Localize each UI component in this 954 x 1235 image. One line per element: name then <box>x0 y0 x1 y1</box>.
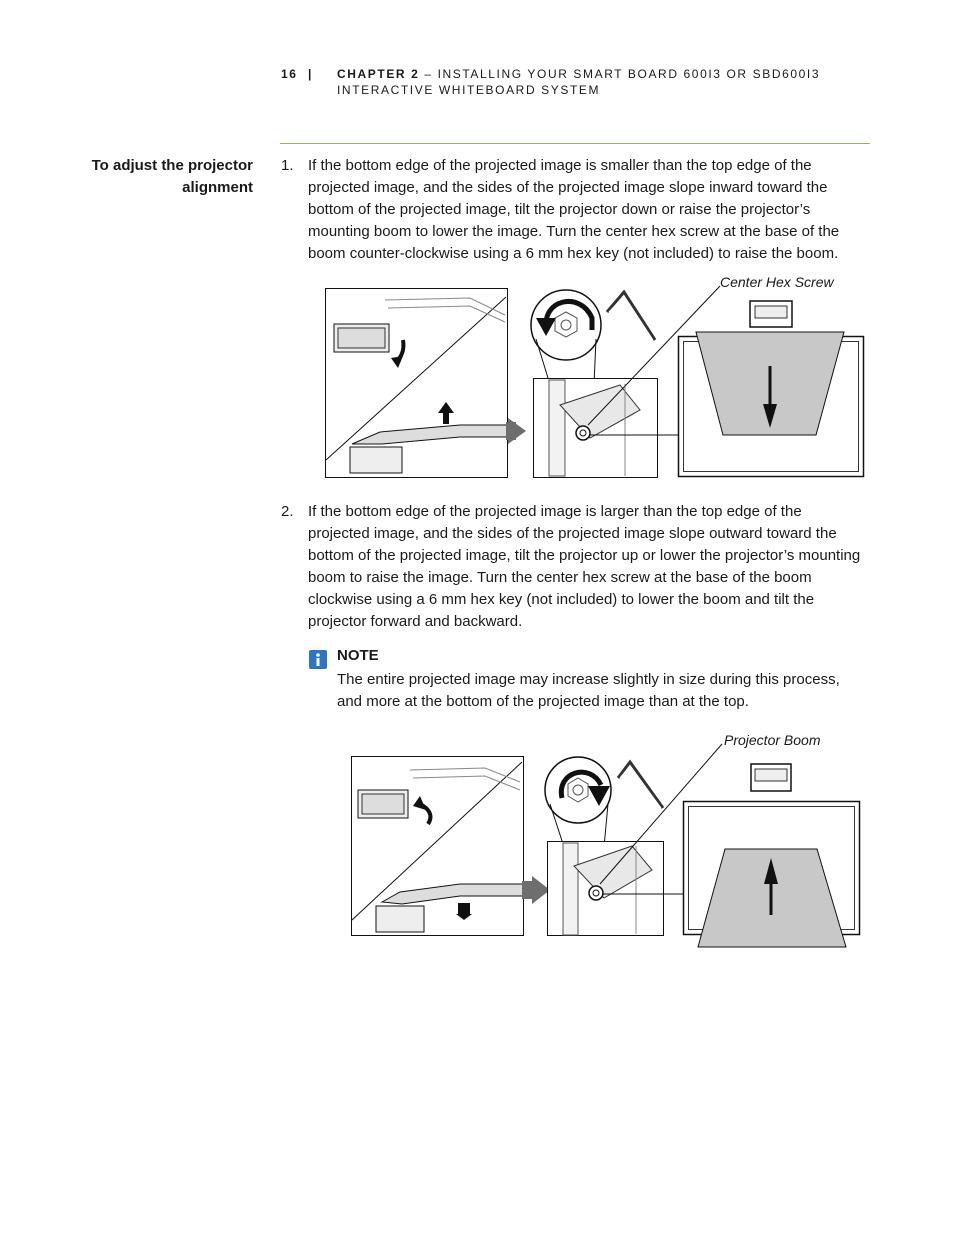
step-text: If the bottom edge of the projected image is larger than the top edge of the projected image, and the sides of the projected image slope outward toward the bottom of the projected image, tilt the projector up or lower the projector’s mounting boom to raise the image. Turn the center hex screw at the base of the boom clockwise using a 6 mm hex key (not included) to lower the boom and tilt the projector forward and backward. <box>308 503 861 630</box>
header-separator: | <box>308 67 313 81</box>
page-number: 16 <box>281 67 298 81</box>
step-number: 2. <box>281 503 294 520</box>
boom-mount-panel <box>548 842 664 936</box>
step-text: If the bottom edge of the projected image is smaller than the top edge of the projected image, and the sides of the projected image slope inward toward the bottom of the projected image, tilt the projector down or raise the projector’s mounting boom to lower the image. Turn the center hex screw at the base of the boom counter-clockwise using a 6 mm hex key (not included) to raise the boom. <box>308 157 840 262</box>
note-label: NOTE <box>337 647 379 664</box>
chapter-title-text: – INSTALLING YOUR SMART BOARD 600I3 OR SBD600I3 INTERACTIVE WHITEBOARD SYSTEM <box>337 67 821 97</box>
whiteboard-panel <box>684 764 860 947</box>
section-heading: To adjust the projector alignment <box>91 157 253 196</box>
chapter-label: CHAPTER 2 <box>337 67 420 81</box>
step-number: 1. <box>281 157 294 174</box>
projector-detail-panel <box>352 757 551 936</box>
note-text: The entire projected image may increase slightly in size during this process, and more at the bottom of the projected image than at the top. <box>337 671 840 710</box>
figure-1-caption: Center Hex Screw <box>720 274 834 290</box>
figure-2-caption: Projector Boom <box>724 732 821 748</box>
